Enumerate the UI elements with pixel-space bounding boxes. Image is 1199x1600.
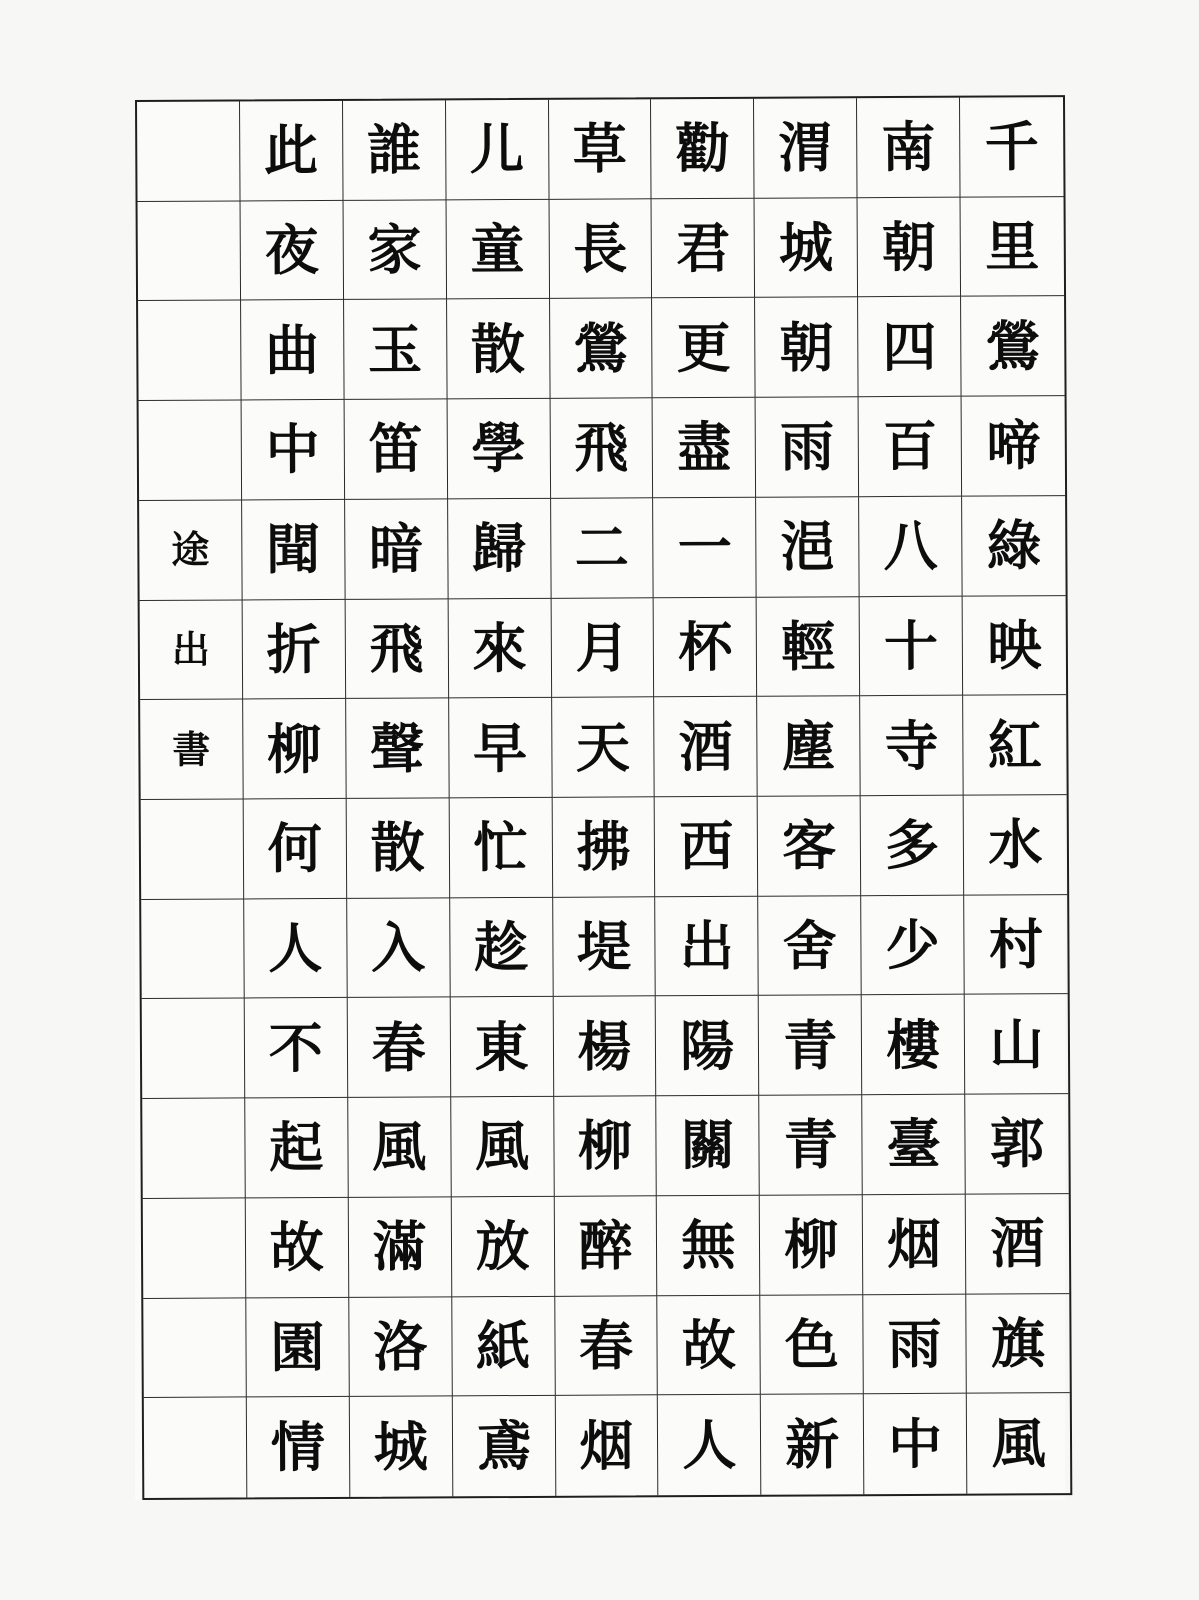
grid-cell: 忙 [449, 798, 552, 898]
grid-cell: 浥 [756, 497, 859, 597]
grid-cell: 人 [658, 1395, 761, 1495]
grid-cell: 夜 [240, 201, 343, 301]
grid-cell: 折 [242, 599, 345, 699]
grid-cell: 村 [964, 895, 1067, 995]
grid-cell: 洛 [349, 1297, 452, 1397]
grid-cell: 聲 [346, 699, 449, 799]
grid-cell: 少 [861, 895, 964, 995]
grid-cell [142, 1099, 245, 1199]
grid-cell: 誰 [343, 100, 446, 200]
grid-cell: 鶯 [961, 297, 1064, 397]
grid-cell: 聞 [242, 500, 345, 600]
grid-cell: 中 [864, 1394, 967, 1494]
grid-cell: 柳 [554, 1096, 657, 1196]
grid-cell: 草 [549, 99, 652, 199]
writing-grid [135, 95, 1072, 1500]
grid-cell: 柳 [243, 699, 346, 799]
grid-cell: 烟 [555, 1396, 658, 1496]
grid-cell: 西 [655, 797, 758, 897]
grid-cell: 臺 [862, 1095, 965, 1195]
grid-cell: 紅 [963, 695, 1066, 795]
grid-cell: 一 [654, 498, 757, 598]
grid-cell: 勸 [651, 99, 754, 199]
grid-cell: 樓 [862, 995, 965, 1095]
grid-cell: 百 [859, 397, 962, 497]
grid-cell: 楊 [553, 997, 656, 1097]
grid-cell: 渭 [754, 98, 857, 198]
grid-cell: 更 [652, 298, 755, 398]
grid-cell: 故 [246, 1198, 349, 1298]
grid-cell: 陽 [656, 996, 759, 1096]
grid-cell: 歸 [448, 499, 551, 599]
grid-cell: 途 [139, 500, 242, 600]
grid-cell: 出 [656, 896, 759, 996]
grid-cell: 千 [960, 97, 1063, 197]
grid-cell: 童 [446, 200, 549, 300]
grid-cell: 烟 [863, 1195, 966, 1295]
grid-cell: 情 [247, 1397, 350, 1497]
grid-cell: 故 [658, 1295, 761, 1395]
grid-cell: 暗 [345, 499, 448, 599]
grid-cell: 月 [551, 598, 654, 698]
grid-cell: 此 [240, 101, 343, 201]
grid-cell: 書 [140, 700, 243, 800]
grid-cell: 綠 [962, 496, 1065, 596]
grid-cell: 紙 [452, 1296, 555, 1396]
grid-cell: 多 [861, 796, 964, 896]
grid-cell: 拂 [552, 797, 655, 897]
grid-cell: 天 [552, 698, 655, 798]
grid-cell [138, 301, 241, 401]
grid-cell: 飛 [550, 398, 653, 498]
grid-cell: 青 [759, 996, 862, 1096]
grid-cell: 入 [347, 898, 450, 998]
grid-cell: 里 [961, 197, 1064, 297]
grid-cell: 酒 [966, 1194, 1069, 1294]
grid-cell: 曲 [241, 300, 344, 400]
grid-cell: 雨 [863, 1294, 966, 1394]
grid-cell: 滿 [349, 1197, 452, 1297]
grid-cell [139, 401, 242, 501]
grid-cell: 來 [448, 598, 551, 698]
grid-cell: 舍 [759, 896, 862, 996]
grid-cell: 南 [857, 98, 960, 198]
grid-cell: 郭 [965, 1094, 1068, 1194]
grid-cell: 早 [449, 698, 552, 798]
grid-cell: 四 [858, 297, 961, 397]
calligraphy-sheet [135, 100, 1065, 1500]
grid-cell: 春 [347, 998, 450, 1098]
grid-cell: 人 [244, 899, 347, 999]
grid-cell: 風 [991, 1411, 1046, 1476]
grid-cell: 杯 [654, 597, 757, 697]
grid-cell: 雨 [756, 397, 859, 497]
grid-cell: 十 [860, 596, 963, 696]
grid-cell: 旗 [966, 1294, 1069, 1394]
grid-cell: 輕 [757, 597, 860, 697]
grid-cell: 山 [965, 995, 1068, 1095]
grid-cell: 學 [447, 399, 550, 499]
grid-cell: 趁 [450, 898, 553, 998]
grid-cell: 塵 [757, 696, 860, 796]
grid-cell: 君 [652, 198, 755, 298]
grid-cell: 風 [348, 1098, 451, 1198]
grid-cell: 關 [657, 1096, 760, 1196]
grid-cell: 色 [761, 1295, 864, 1395]
grid-cell [143, 1198, 246, 1298]
grid-cell: 啼 [962, 396, 1065, 496]
grid-cell: 客 [758, 796, 861, 896]
grid-cell: 飛 [345, 599, 448, 699]
grid-cell: 鳶 [452, 1396, 555, 1496]
grid-cell: 無 [657, 1196, 760, 1296]
grid-cell: 春 [555, 1296, 658, 1396]
grid-cell: 八 [859, 497, 962, 597]
grid-cell [142, 999, 245, 1099]
grid-cell: 青 [760, 1095, 863, 1195]
grid-cell: 朝 [755, 298, 858, 398]
grid-cell: 園 [246, 1297, 349, 1397]
grid-cell: 映 [963, 596, 1066, 696]
grid-cell: 酒 [655, 697, 758, 797]
grid-cell: 二 [551, 498, 654, 598]
grid-cell [141, 899, 244, 999]
grid-cell: 水 [964, 795, 1067, 895]
grid-cell: 朝 [858, 197, 961, 297]
grid-cell: 新 [761, 1394, 864, 1494]
grid-cell: 散 [346, 798, 449, 898]
grid-cell: 何 [244, 799, 347, 899]
grid-cell: 東 [450, 997, 553, 1097]
grid-cell: 不 [245, 998, 348, 1098]
grid-cell [137, 101, 240, 201]
grid-cell: 堤 [553, 897, 656, 997]
grid-cell: 放 [451, 1197, 554, 1297]
grid-cell: 鶯 [550, 299, 653, 399]
grid-cell: 盡 [653, 398, 756, 498]
grid-cell: 中 [241, 400, 344, 500]
grid-cell: 柳 [760, 1195, 863, 1295]
grid-cell: 儿 [446, 100, 549, 200]
grid-cell: 起 [245, 1098, 348, 1198]
grid-cell: 寺 [860, 696, 963, 796]
grid-cell: 出 [140, 600, 243, 700]
grid-cell: 城 [350, 1397, 453, 1497]
grid-cell: 長 [549, 199, 652, 299]
grid-cell: 散 [447, 299, 550, 399]
grid-cell: 笛 [344, 400, 447, 500]
grid-cell [141, 799, 244, 899]
grid-cell [143, 1298, 246, 1398]
grid-cell: 玉 [344, 300, 447, 400]
grid-cell: 醉 [554, 1196, 657, 1296]
grid-cell: 家 [343, 200, 446, 300]
grid-cell [144, 1398, 247, 1498]
grid-cell [138, 201, 241, 301]
grid-cell: 風 [451, 1097, 554, 1197]
grid-cell: 城 [755, 198, 858, 298]
